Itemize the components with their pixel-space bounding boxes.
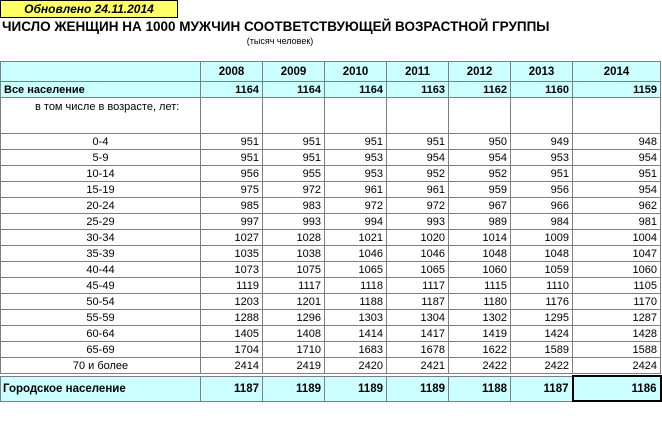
value-cell: 951 [201,150,263,166]
age-group-label: 35-39 [1,246,201,262]
table-row [1,358,661,374]
value-cell: 2420 [325,358,387,374]
value-cell: 1047 [573,246,661,262]
value-cell: 1075 [263,262,325,278]
value-cell: 1119 [201,278,263,294]
value-cell: 1048 [511,246,573,262]
table-row [1,310,661,326]
value-cell: 1678 [387,342,449,358]
table-row [1,342,661,358]
value-cell: 1162 [449,82,511,98]
age-group-label: 55-59 [1,310,201,326]
updated-date-badge: Обновлено 24.11.2014 [0,0,178,18]
value-cell: 1189 [325,376,387,401]
value-cell: 956 [511,182,573,198]
table-row [1,166,661,182]
value-cell: 1164 [201,82,263,98]
age-group-label: 50-54 [1,294,201,310]
year-header-cell: 2010 [325,62,387,82]
value-cell: 953 [325,150,387,166]
year-header-cell: 2014 [573,62,661,82]
value-cell: 2419 [263,358,325,374]
value-cell: 952 [387,166,449,182]
value-cell: 951 [387,134,449,150]
table-row [1,326,661,342]
value-cell: 1115 [449,278,511,294]
table-row [1,214,661,230]
value-cell: 994 [325,214,387,230]
value-cell: 962 [573,198,661,214]
age-group-label: 45-49 [1,278,201,294]
empty-cell [511,98,573,134]
table-row [1,134,661,150]
value-cell: 1046 [325,246,387,262]
age-group-label: 30-34 [1,230,201,246]
value-cell: 954 [387,150,449,166]
value-cell: 1021 [325,230,387,246]
age-group-label: 65-69 [1,342,201,358]
value-cell: 953 [511,150,573,166]
table-row [1,294,661,310]
value-cell: 2422 [449,358,511,374]
value-cell: 951 [263,134,325,150]
year-header-row [1,62,661,82]
value-cell: 972 [263,182,325,198]
value-cell: 2414 [201,358,263,374]
value-cell: 981 [573,214,661,230]
value-cell: 1163 [387,82,449,98]
value-cell: 1110 [511,278,573,294]
value-cell: 1105 [573,278,661,294]
value-cell: 1302 [449,310,511,326]
year-header-cell: 2009 [263,62,325,82]
age-group-label: 60-64 [1,326,201,342]
table-row [1,230,661,246]
year-header-cell: 2008 [201,62,263,82]
value-cell: 1683 [325,342,387,358]
value-cell: 1117 [387,278,449,294]
value-cell: 951 [325,134,387,150]
value-cell: 972 [387,198,449,214]
value-cell: 961 [387,182,449,198]
year-header-cell: 2011 [387,62,449,82]
value-cell: 954 [449,150,511,166]
value-cell: 1203 [201,294,263,310]
empty-cell [325,98,387,134]
age-group-label: 20-24 [1,198,201,214]
value-cell: 1405 [201,326,263,342]
value-cell: 959 [449,182,511,198]
table-row [1,262,661,278]
table-row [1,198,661,214]
value-cell: 1046 [387,246,449,262]
value-cell: 1296 [263,310,325,326]
value-cell: 1048 [449,246,511,262]
value-cell: 2424 [573,358,661,374]
value-cell: 1419 [449,326,511,342]
row-label: Все население [1,82,201,98]
value-cell: 1414 [325,326,387,342]
value-cell: 952 [449,166,511,182]
age-subheading-label: в том числе в возрасте, лет: [1,98,201,134]
value-cell: 984 [511,214,573,230]
value-cell: 950 [449,134,511,150]
value-cell: 1035 [201,246,263,262]
value-cell: 1187 [201,376,263,401]
value-cell: 954 [573,150,661,166]
value-cell: 1424 [511,326,573,342]
value-cell: 1073 [201,262,263,278]
value-cell: 1160 [511,82,573,98]
value-cell: 1704 [201,342,263,358]
value-cell: 1118 [325,278,387,294]
value-cell: 954 [573,182,661,198]
value-cell: 1065 [325,262,387,278]
value-cell: 1027 [201,230,263,246]
empty-cell [387,98,449,134]
value-cell: 951 [511,166,573,182]
value-cell: 1060 [449,262,511,278]
value-cell: 1408 [263,326,325,342]
value-cell: 989 [449,214,511,230]
age-group-label: 25-29 [1,214,201,230]
table-row [1,278,661,294]
value-cell: 985 [201,198,263,214]
value-cell: 983 [263,198,325,214]
value-cell: 1188 [325,294,387,310]
value-cell: 1117 [263,278,325,294]
value-cell: 1186 [573,376,661,401]
value-cell: 2422 [511,358,573,374]
page-title: ЧИСЛО ЖЕНЩИН НА 1000 МУЖЧИН СООТВЕТСТВУЮЩЕЙ ВОЗРАСТНОЙ ГРУППЫ [2,19,550,34]
value-cell: 951 [263,150,325,166]
value-cell: 1164 [263,82,325,98]
age-subheading-row [1,98,661,134]
value-cell: 955 [263,166,325,182]
value-cell: 1187 [387,294,449,310]
value-cell: 1060 [573,262,661,278]
value-cell: 1188 [449,376,511,401]
value-cell: 972 [325,198,387,214]
total-population-row [1,82,661,98]
table-row [1,150,661,166]
value-cell: 1164 [325,82,387,98]
empty-cell [449,98,511,134]
age-group-label: 40-44 [1,262,201,278]
value-cell: 975 [201,182,263,198]
row-label: Городское население [1,376,201,401]
table-row [1,246,661,262]
value-cell: 948 [573,134,661,150]
value-cell: 956 [201,166,263,182]
value-cell: 949 [511,134,573,150]
age-group-label: 0-4 [1,134,201,150]
value-cell: 1622 [449,342,511,358]
value-cell: 1020 [387,230,449,246]
value-cell: 1009 [511,230,573,246]
value-cell: 1014 [449,230,511,246]
table-row [1,182,661,198]
value-cell: 966 [511,198,573,214]
value-cell: 1176 [511,294,573,310]
value-cell: 1004 [573,230,661,246]
value-cell: 1428 [573,326,661,342]
value-cell: 1159 [573,82,661,98]
value-cell: 1201 [263,294,325,310]
value-cell: 1038 [263,246,325,262]
value-cell: 1295 [511,310,573,326]
age-group-label: 10-14 [1,166,201,182]
value-cell: 1288 [201,310,263,326]
value-cell: 961 [325,182,387,198]
empty-cell [201,98,263,134]
empty-cell [263,98,325,134]
value-cell: 1065 [387,262,449,278]
value-cell: 1588 [573,342,661,358]
value-cell: 993 [387,214,449,230]
age-group-label: 70 и более [1,358,201,374]
urban-population-row [1,376,661,401]
units-subtitle: (тысяч человек) [246,36,314,46]
value-cell: 1710 [263,342,325,358]
header-corner-cell [1,62,201,82]
value-cell: 1189 [263,376,325,401]
value-cell: 951 [201,134,263,150]
value-cell: 1170 [573,294,661,310]
value-cell: 1187 [511,376,573,401]
value-cell: 951 [573,166,661,182]
data-table [0,61,662,402]
value-cell: 1417 [387,326,449,342]
value-cell: 1180 [449,294,511,310]
value-cell: 1189 [387,376,449,401]
value-cell: 967 [449,198,511,214]
age-group-label: 15-19 [1,182,201,198]
value-cell: 1589 [511,342,573,358]
value-cell: 2421 [387,358,449,374]
value-cell: 1028 [263,230,325,246]
value-cell: 997 [201,214,263,230]
year-header-cell: 2012 [449,62,511,82]
value-cell: 1304 [387,310,449,326]
age-group-label: 5-9 [1,150,201,166]
value-cell: 993 [263,214,325,230]
value-cell: 1287 [573,310,661,326]
year-header-cell: 2013 [511,62,573,82]
value-cell: 1303 [325,310,387,326]
empty-cell [573,98,661,134]
value-cell: 1059 [511,262,573,278]
value-cell: 953 [325,166,387,182]
